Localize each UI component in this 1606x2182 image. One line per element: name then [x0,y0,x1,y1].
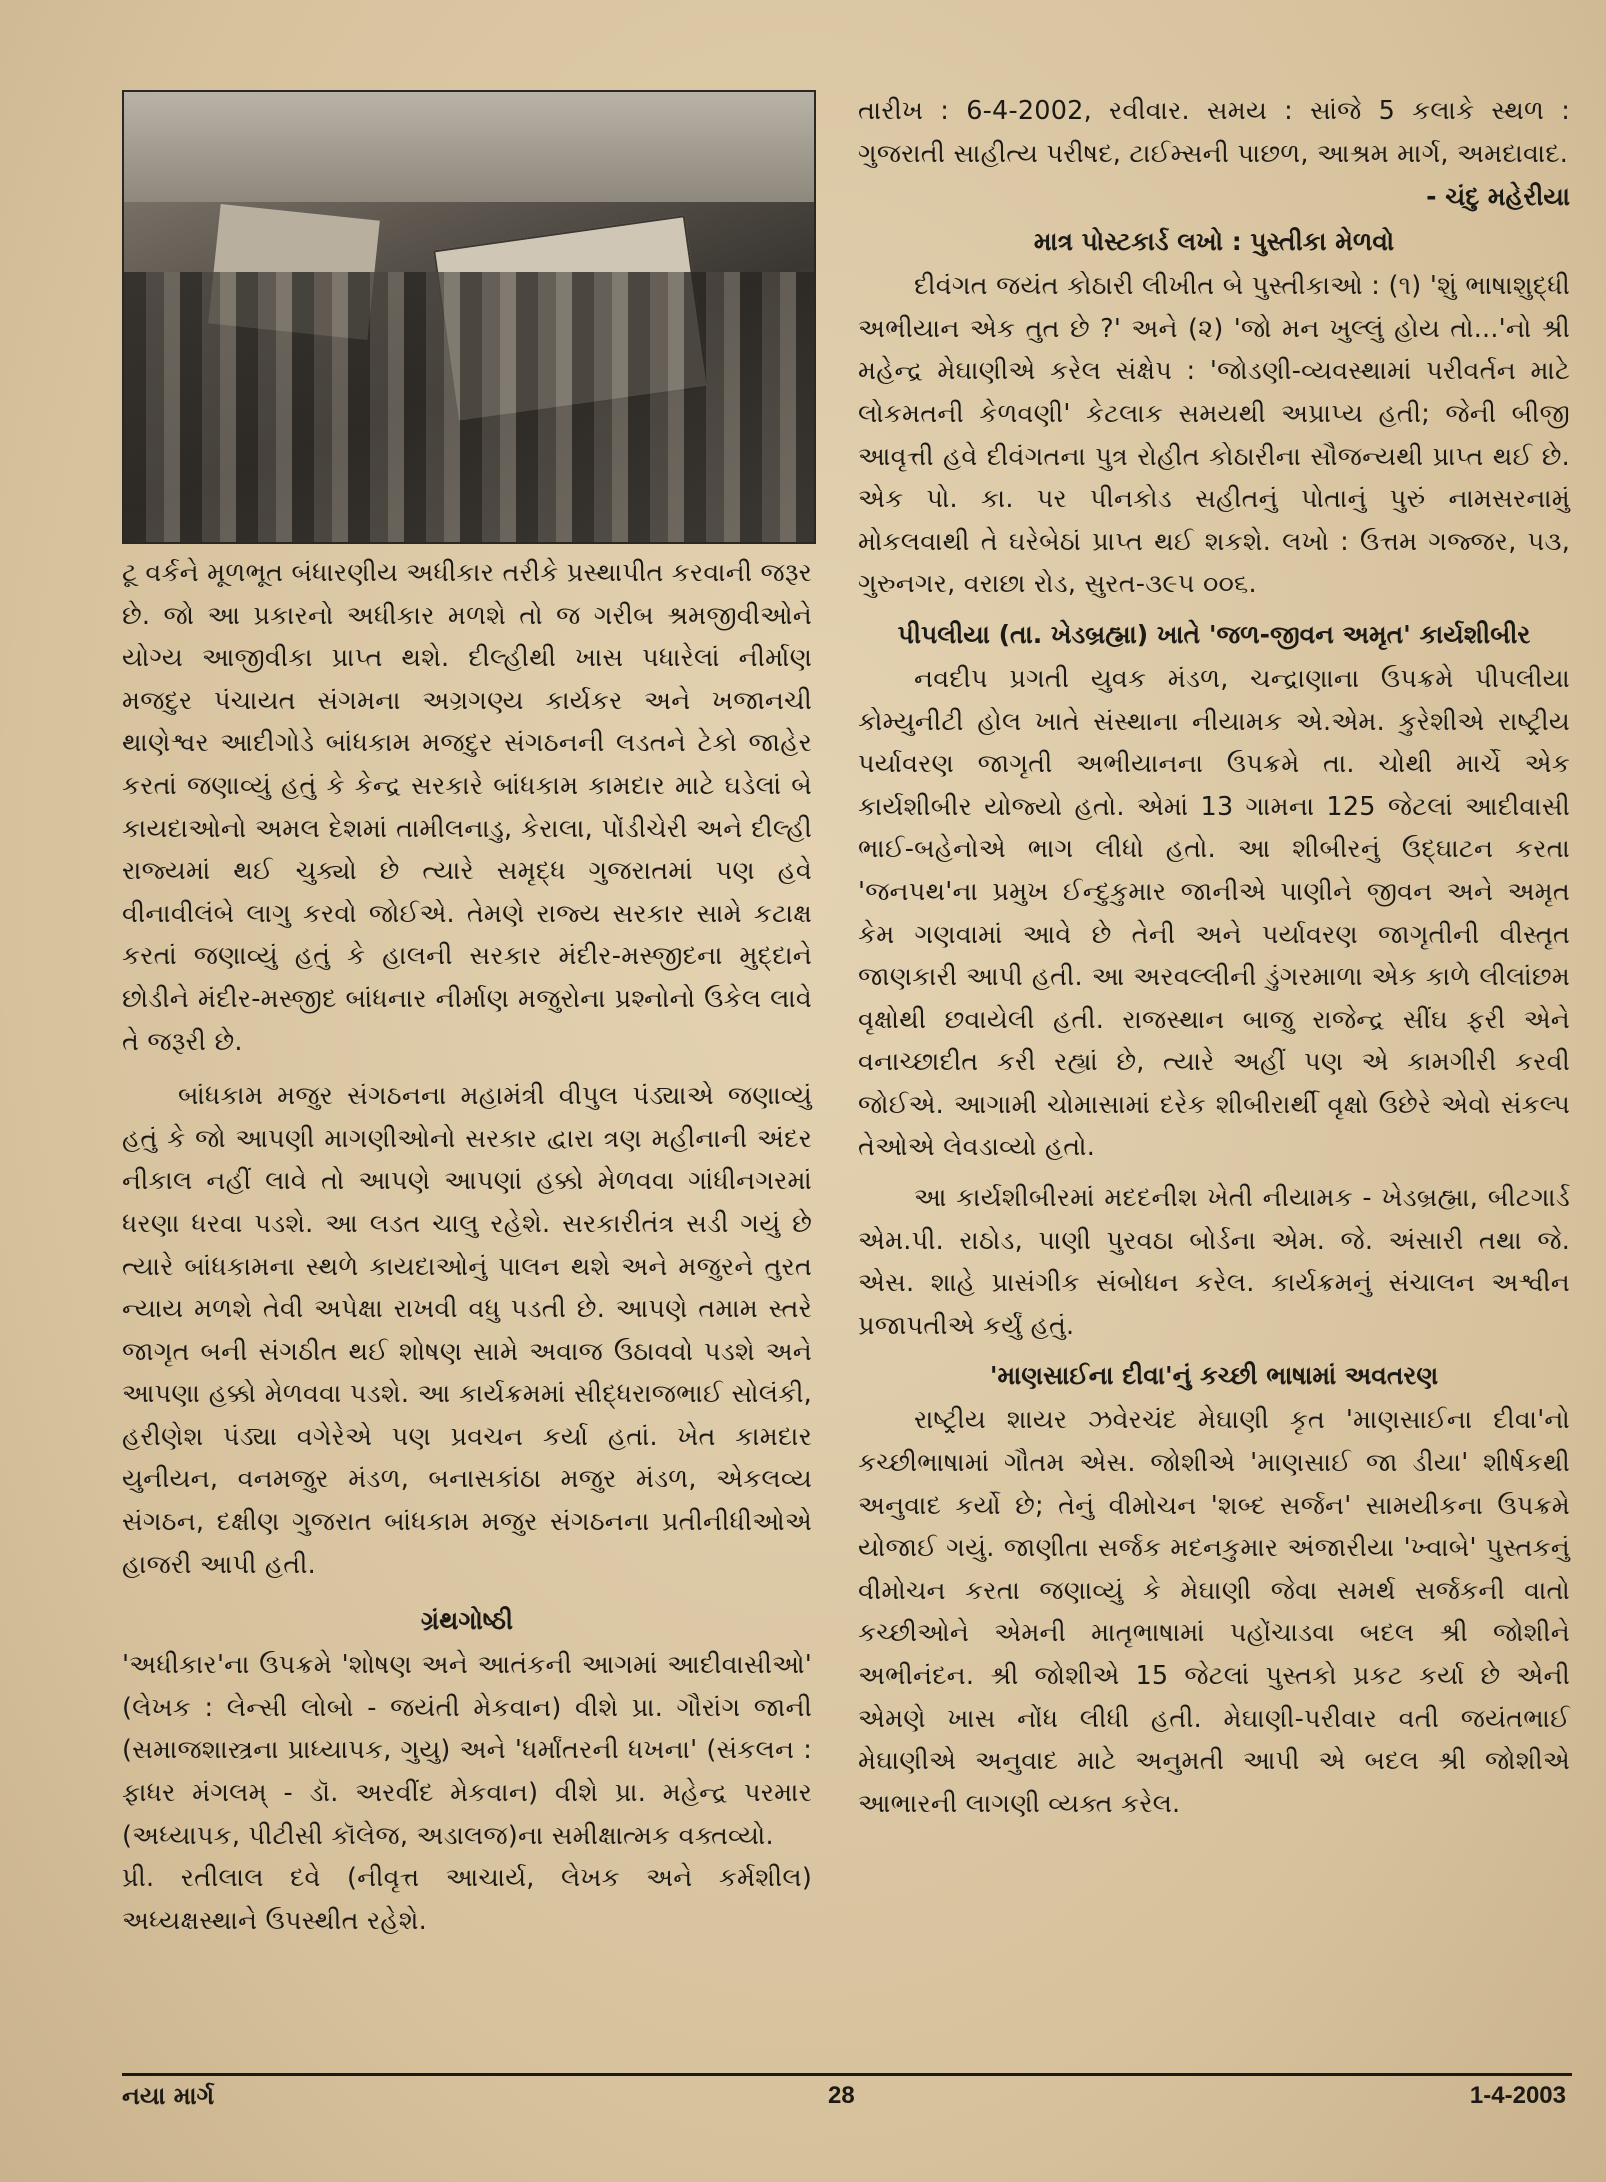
footer-magazine-name: નયા માર્ગ [122,2082,215,2110]
signature: - ચંદુ મહેરીયા [1426,182,1570,212]
postcard-paragraph: દીવંગત જયંત કોઠારી લીખીત બે પુસ્તીકાઓ : (૧) 'શું ભાષાશુદ્ધી અભીયાન એક તુત છે ?' અને (૨) 'જો મન ખુલ્લું હોય તો...'નો શ્રી મહેન્દ્ર મેઘાણીએ કરેલ સંક્ષેપ : 'જોડણી-વ્યવસ્થામાં પરીવર્તન માટે લોકમતની કેળવણી' કેટલાક સમયથી અપ્રાપ્ય હતી; જેની બીજી આવૃત્તી હવે દીવંગતના પુત્ર રોહીત કોઠારીના સૌજન્યથી પ્રાપ્ત થઈ છે. એક પો. કા. પર પીનકોડ સહીતનું પોતાનું પુરું નામસરનામું મોકલવાથી તે ઘરેબેઠાં પ્રાપ્ત થઈ શકશે. લખો : ઉત્તમ ગજ્જર, ૫૩, ગુરુનગર, વરાછા રોડ, સુરત-૩૯૫ ૦૦૬. [858,271,1570,600]
president-paragraph: પ્રી. રતીલાલ દવે (નીવૃત્ત આચાર્ય, લેખક અને કર્મશીલ) અધ્યક્ષસ્થાને ઉપસ્થીત રહેશે. [122,1863,812,1936]
granthgoshthi-paragraph: 'અધીકાર'ના ઉપક્રમે 'શોષણ અને આતંકની આગમાં આદીવાસીઓ' (લેખક : લેન્સી લોબો - જયંતી મેકવાન) વીશે પ્રા. ગૌરાંગ જાની (સમાજશાસ્ત્રના પ્રાધ્યાપક, ગુયુ) અને 'ધર્માંતરની ધખના' (સંકલન : ફાધર મંગલમ્ - ડૉ. અરવીંદ મેકવાન) વીશે પ્રા. મહેન્દ્ર પરમાર (અધ્યાપક, પીટીસી કૉલેજ, અડાલજ)ના સમીક્ષાત્મક વક્તવ્યો. [122,1650,812,1851]
photo-crowd [124,272,814,542]
camp-paragraph: નવદીપ પ્રગતી યુવક મંડળ, ચન્દ્રાણાના ઉપક્રમે પીપલીયા કોમ્યુનીટી હોલ ખાતે સંસ્થાના નીયામક એ.એમ. કુરેશીએ રાષ્ટ્રીય પર્યાવરણ જાગૃતી અભીયાનના ઉપક્રમે તા. ચોથી માર્ચે એક કાર્યશીબીર યોજ્યો હતો. એમાં 13 ગામના 125 જેટલાં આદીવાસી ભાઈ-બહેનોએ ભાગ લીધો હતો. આ શીબીરનું ઉદ્ઘાટન કરતા 'જનપથ'ના પ્રમુખ ઈન્દુકુમાર જાનીએ પાણીને જીવન અને અમૃત કેમ ગણવામાં આવે છે તેની અને પર્યાવરણ જાગૃતીની વીસ્તૃત જાણકારી આપી હતી. આ અરવલ્લીની ડુંગરમાળા એક કાળે લીલાંછમ વૃક્ષોથી છવાયેલી હતી. રાજસ્થાન બાજુ રાજેન્દ્ર સીંઘ ફરી એને વનાચ્છાદીત કરી રહ્યાં છે, ત્યારે અહીં પણ એ કામગીરી કરવી જોઈએ. આગામી ચોમાસામાં દરેક શીબીરાર્થી વૃક્ષો ઉછેરે એવો સંકલ્પ તેઓએ લેવડાવ્યો હતો. [858,663,1570,1163]
left-column [122,90,812,1942]
footer-date: 1-4-2003 [1469,2082,1566,2109]
granthgoshthi-heading: ગ્રંથગોષ્ઠી [420,1606,514,1636]
article-paragraph: બાંધકામ મજુર સંગઠનના મહામંત્રી વીપુલ પંડ્યાએ જણાવ્યું હતું કે જો આપણી માગણીઓનો સરકાર દ્વારા ત્રણ મહીનાની અંદર નીકાલ નહીં લાવે તો આપણે આપણાં હક્કો મેળવવા ગાંધીનગરમાં ધરણા ધરવા પડશે. આ લડત ચાલુ રહેશે. સરકારીતંત્ર સડી ગયું છે ત્યારે બાંધકામના સ્થળે કાયદાઓનું પાલન થશે અને મજુરને તુરત ન્યાય મળશે તેવી અપેક્ષા રાખવી વધુ પડતી છે. આપણે તમામ સ્તરે જાગૃત બની સંગઠીત થઈ શોષણ સામે અવાજ ઉઠાવવો પડશે અને આપણા હક્કો મેળવવા પડશે. આ કાર્યક્રમમાં સીદ્ધરાજભાઈ સોલંકી, હરીણેશ પંડ્યા વગેરેએ પણ પ્રવચન કર્યા હતાં. ખેત કામદાર યુનીયન, વનમજુર મંડળ, બનાસકાંઠા મજુર મંડળ, એકલવ્ય સંગઠન, દક્ષીણ ગુજરાત બાંધકામ મજુર સંગઠનના પ્રતીનીધીઓએ હાજરી આપી હતી. [122,1081,812,1580]
footer-page-number: 28 [828,2082,855,2109]
kutchi-paragraph: રાષ્ટ્રીય શાયર ઝવેરચંદ મેઘાણી કૃત 'માણસાઈના દીવા'નો કચ્છીભાષામાં ગૌતમ એસ. જોશીએ 'માણસાઈ જા ડીયા' શીર્ષકથી અનુવાદ કર્યો છે; તેનું વીમોચન 'શબ્દ સર્જન' સામયીકના ઉપક્રમે યોજાઈ ગયું. જાણીતા સર્જક મદનકુમાર અંજારીયા 'ખ્વાબે' પુસ્તકનું વીમોચન કરતા જણાવ્યું કે મેઘાણી જેવા સમર્થ સર્જકની વાતો કચ્છીઓને એમની માતૃભાષામાં પહોંચાડવા બદલ શ્રી જોશીને અભીનંદન. શ્રી જોશીએ 15 જેટલાં પુસ્તકો પ્રકટ કર્યા છે એની એમણે ખાસ નોંધ લીધી હતી. મેઘાણી-પરીવાર વતી જયંતભાઈ મેઘાણીએ અનુવાદ માટે અનુમતી આપી એ બદલ શ્રી જોશીએ આભારની લાગણી વ્યક્ત કરેલ. [858,1405,1570,1819]
kutchi-heading: 'માણસાઈના દીવા'નું કચ્છી ભાષામાં અવતરણ [989,1361,1439,1391]
event-details: તારીખ : 6-4-2002, રવીવાર. સમય : સાંજે 5 કલાકે સ્થળ : ગુજરાતી સાહીત્ય પરીષદ, ટાઈમ્સની પાછળ, આશ્રમ માર્ગ, અમદાવાદ. [858,96,1570,169]
footer-rule [122,2073,1572,2076]
camp-paragraph: આ કાર્યશીબીરમાં મદદનીશ ખેતી નીયામક - ખેડબ્રહ્મા, બીટગાર્ડ એમ.પી. રાઠોડ, પાણી પુરવઠા બોર્ડના એમ. જે. અંસારી તથા જે. એસ. શાહે પ્રાસંગીક સંબોધન કરેલ. કાર્યક્રમનું સંચાલન અશ્વીન પ્રજાપતીએ કર્યું હતું. [858,1183,1570,1341]
camp-heading: પીપલીયા (તા. ખેડબ્રહ્મા) ખાતે 'જળ-જીવન અમૃત' કાર્યશીબીર [897,619,1531,649]
postcard-heading: માત્ર પોસ્ટકાર્ડ લખો : પુસ્તીકા મેળવો [1033,227,1395,257]
right-column [858,90,1570,1825]
protest-photo [122,90,816,544]
article-paragraph: ટૂ વર્કને મૂળભૂત બંધારણીય અધીકાર તરીકે પ્રસ્થાપીત કરવાની જરૂર છે. જો આ પ્રકારનો અધીકાર મળશે તો જ ગરીબ શ્રમજીવીઓને યોગ્ય આજીવીકા પ્રાપ્ત થશે. દીલ્હીથી ખાસ પધારેલાં નીર્માણ મજદુર પંચાયત સંગમના અગ્રગણ્ય કાર્યકર અને ખજાનચી થાણેશ્વર આદીગોડે બાંધકામ મજદુર સંગઠનની લડતને ટેકો જાહેર કરતાં જણાવ્યું હતું કે કેન્દ્ર સરકારે બાંધકામ કામદાર માટે ઘડેલાં બે કાયદાઓનો અમલ દેશમાં તામીલનાડુ, કેરાલા, પોંડીચેરી અને દીલ્હી રાજ્યમાં થઈ ચુક્યો છે ત્યારે સમૃદ્ધ ગુજરાતમાં પણ હવે વીનાવીલંબે લાગુ કરવો જોઈએ. તેમણે રાજ્ય સરકાર સામે કટાક્ષ કરતાં જણાવ્યું હતું કે હાલની સરકાર મંદીર-મસ્જીદના મુદ્દાને છોડીને મંદીર-મસ્જીદ બાંધનાર નીર્માણ મજુરોના પ્રશ્નોનો ઉકેલ લાવે તે જરૂરી છે. [122,558,812,1057]
